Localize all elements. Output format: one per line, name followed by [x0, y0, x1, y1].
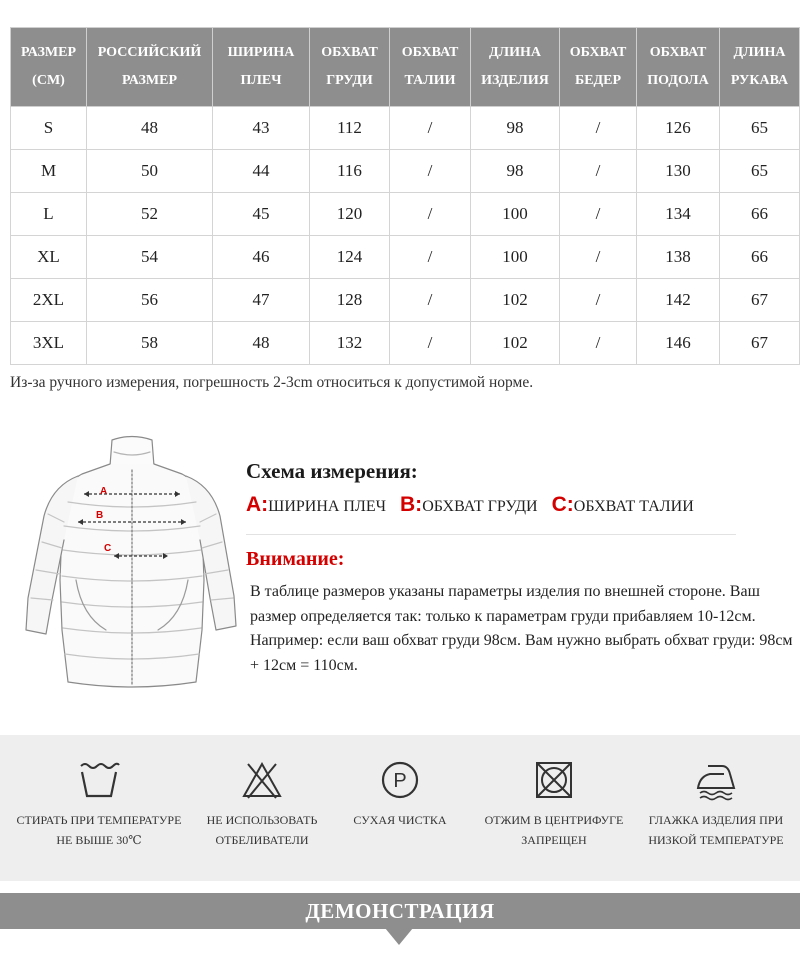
jacket-label-a: A — [100, 486, 108, 497]
care-item-spin — [464, 735, 644, 881]
divider — [246, 534, 736, 535]
table-cell: 54 — [87, 236, 213, 279]
header-hips: ОБХВАТ БЕДЕР — [560, 28, 637, 107]
table-cell: 66 — [720, 193, 800, 236]
table-cell: 48 — [213, 322, 310, 365]
table-cell: 102 — [471, 279, 560, 322]
warning-title: Внимание: — [246, 548, 345, 570]
table-cell: L — [11, 193, 87, 236]
table-cell: / — [560, 322, 637, 365]
table-cell: 47 — [213, 279, 310, 322]
table-header-row — [11, 28, 800, 107]
table-cell: 3XL — [11, 322, 87, 365]
table-cell: 138 — [637, 236, 720, 279]
care-label-wash: СТИРАТЬ ПРИ ТЕМПЕРАТУРЕ НЕ ВЫШЕ 30℃ — [16, 813, 182, 847]
table-cell: 45 — [213, 193, 310, 236]
no-tumble-dry-icon — [532, 760, 576, 802]
header-size: РАЗМЕР (CM) — [11, 28, 87, 107]
table-cell: / — [560, 107, 637, 150]
legend-item-c: C:ОБХВАТ ТАЛИИ — [551, 493, 694, 516]
table-cell: / — [390, 193, 471, 236]
banner-arrow-icon — [385, 928, 413, 945]
table-cell: 146 — [637, 322, 720, 365]
care-instructions — [0, 735, 800, 881]
wash-basin-icon — [77, 760, 121, 800]
table-cell: / — [390, 150, 471, 193]
care-item-iron — [626, 735, 800, 881]
table-cell: 65 — [720, 107, 800, 150]
table-cell: 46 — [213, 236, 310, 279]
table-cell: XL — [11, 236, 87, 279]
header-waist: ОБХВАТ ТАЛИИ — [390, 28, 471, 107]
table-row — [11, 236, 800, 279]
care-label-dryclean: СУХАЯ ЧИСТКА — [353, 813, 447, 827]
care-label-spin: ОТЖИМ В ЦЕНТРИФУГЕ ЗАПРЕЩЕН — [484, 813, 624, 847]
table-cell: M — [11, 150, 87, 193]
table-cell: 100 — [471, 236, 560, 279]
care-item-wash — [9, 735, 189, 881]
size-table — [10, 27, 800, 365]
table-cell: / — [560, 236, 637, 279]
table-cell: 116 — [310, 150, 390, 193]
header-length: ДЛИНА ИЗДЕЛИЯ — [471, 28, 560, 107]
table-cell: 43 — [213, 107, 310, 150]
table-row — [11, 193, 800, 236]
legend-item-b: B:ОБХВАТ ГРУДИ — [400, 493, 538, 516]
no-bleach-icon — [240, 760, 284, 800]
jacket-diagram — [18, 430, 240, 700]
header-russian-size: РОССИЙСКИЙ РАЗМЕР — [87, 28, 213, 107]
demo-banner — [0, 893, 800, 929]
legend-item-a: A:ШИРИНА ПЛЕЧ — [246, 493, 387, 516]
table-cell: / — [560, 193, 637, 236]
table-cell: 130 — [637, 150, 720, 193]
table-cell: / — [560, 279, 637, 322]
table-cell: 44 — [213, 150, 310, 193]
table-cell: 67 — [720, 279, 800, 322]
table-cell: 126 — [637, 107, 720, 150]
table-cell: 50 — [87, 150, 213, 193]
table-cell: 48 — [87, 107, 213, 150]
table-cell: 102 — [471, 322, 560, 365]
table-row — [11, 322, 800, 365]
table-row — [11, 107, 800, 150]
warning-text: В таблице размеров указаны параметры изделия по внешней стороне. Ваш размер определяется так: только к параметрам груди прибавляем 10-12см. Например: если ваш обхват груди 98см. Вам нужно выбрать обхват груди: 98см + 12см = 110см. — [250, 583, 793, 674]
table-cell: 134 — [637, 193, 720, 236]
table-cell: S — [11, 107, 87, 150]
dry-clean-p-icon — [378, 760, 422, 804]
care-label-bleach: НЕ ИСПОЛЬЗОВАТЬ ОТБЕЛИВАТЕЛИ — [206, 813, 318, 847]
table-cell: / — [390, 279, 471, 322]
table-cell: / — [560, 150, 637, 193]
jacket-label-c: C — [104, 543, 112, 554]
table-cell: 52 — [87, 193, 213, 236]
table-row — [11, 150, 800, 193]
header-hem: ОБХВАТ ПОДОЛА — [637, 28, 720, 107]
care-item-dryclean — [310, 735, 490, 881]
table-cell: 120 — [310, 193, 390, 236]
header-shoulder-width: ШИРИНА ПЛЕЧ — [213, 28, 310, 107]
table-cell: 67 — [720, 322, 800, 365]
header-chest: ОБХВАТ ГРУДИ — [310, 28, 390, 107]
table-cell: 98 — [471, 107, 560, 150]
table-cell: 66 — [720, 236, 800, 279]
jacket-label-b: B — [96, 510, 104, 521]
table-cell: 124 — [310, 236, 390, 279]
table-cell: / — [390, 107, 471, 150]
demo-banner-text: ДЕМОНСТРАЦИЯ — [305, 899, 495, 923]
table-cell: 56 — [87, 279, 213, 322]
scheme-title: Схема измерения: — [246, 459, 418, 483]
header-sleeve: ДЛИНА РУКАВА — [720, 28, 800, 107]
table-row — [11, 279, 800, 322]
table-cell: 142 — [637, 279, 720, 322]
table-cell: / — [390, 236, 471, 279]
table-cell: 98 — [471, 150, 560, 193]
table-cell: 100 — [471, 193, 560, 236]
dry-clean-glyph: P — [393, 770, 407, 792]
measurement-note: Из-за ручного измерения, погрешность 2-3cm относиться к допустимой норме. — [10, 374, 534, 391]
table-cell: 65 — [720, 150, 800, 193]
table-cell: 112 — [310, 107, 390, 150]
table-cell: 2XL — [11, 279, 87, 322]
table-cell: 132 — [310, 322, 390, 365]
table-cell: 58 — [87, 322, 213, 365]
scheme-legend — [246, 493, 704, 517]
table-cell: / — [390, 322, 471, 365]
iron-low-icon — [694, 760, 738, 802]
table-cell: 128 — [310, 279, 390, 322]
care-label-iron: ГЛАЖКА ИЗДЕЛИЯ ПРИ НИЗКОЙ ТЕМПЕРАТУРЕ — [648, 813, 784, 847]
